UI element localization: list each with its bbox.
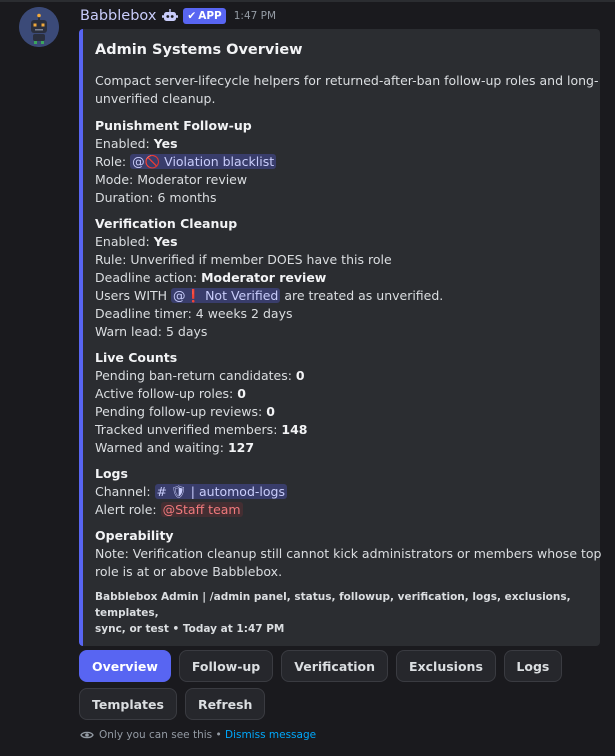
role-mention-staff-team[interactable]: @Staff team <box>162 502 241 517</box>
field-name: Logs <box>95 466 128 481</box>
field-name: Punishment Follow-up <box>95 118 252 133</box>
overview-button[interactable]: Overview <box>79 650 171 682</box>
verification-button[interactable]: Verification <box>281 650 388 682</box>
message-timestamp: 1:47 PM <box>233 10 277 22</box>
count-row: Pending ban-return candidates: 0 <box>95 368 305 383</box>
embed-description: Compact server-lifecycle helpers for returned-after-ban follow-up roles and long- unverified cleanup. <box>95 73 599 106</box>
robot-badge-icon <box>161 7 179 25</box>
field-logs: Logs Channel: # 🛡 | automod-logs Alert role: @Staff team <box>95 465 588 519</box>
count-row: Tracked unverified members: 148 <box>95 422 308 437</box>
field-punishment-followup: Punishment Follow-up Enabled: Yes Role: @🚫 Violation blacklist Mode: Moderator review Duration: 6 months <box>95 117 588 207</box>
checkmark-icon: ✔ <box>187 10 197 22</box>
role-mention-violation-blacklist[interactable]: @🚫 Violation blacklist <box>132 154 275 169</box>
embed-title: Admin Systems Overview <box>95 42 303 58</box>
templates-button[interactable]: Templates <box>79 688 177 720</box>
app-badge: ✔ APP <box>183 8 225 24</box>
eye-icon <box>80 728 94 742</box>
field-operability: Operability Note: Verification cleanup still cannot kick administrators or members whose top role is at or above Babblebox. <box>95 528 602 579</box>
top-divider <box>0 0 615 2</box>
count-row: Warned and waiting: 127 <box>95 440 255 455</box>
field-verification-cleanup: Verification Cleanup Enabled: Yes Rule: Unverified if member DOES have this role Deadline action: Moderator review Users WITH @❗ Not Verified are treated as unverified. Deadline timer: 4 weeks 2 days Warn lead: 5 days <box>95 215 588 341</box>
field-live-counts <box>95 349 588 457</box>
logs-button[interactable]: Logs <box>504 650 562 682</box>
field-name: Live Counts <box>95 350 178 365</box>
author-name[interactable]: Babblebox <box>80 8 157 24</box>
button-row-1 <box>79 650 562 682</box>
message-header <box>80 6 276 26</box>
robot-avatar-icon <box>19 7 59 47</box>
count-row: Active follow-up roles: 0 <box>95 386 246 401</box>
field-name: Operability <box>95 528 174 543</box>
bot-avatar[interactable] <box>19 7 59 47</box>
dismiss-message-link[interactable]: Dismiss message <box>224 729 317 741</box>
field-name: Verification Cleanup <box>95 216 238 231</box>
refresh-button[interactable]: Refresh <box>185 688 266 720</box>
exclusions-button[interactable]: Exclusions <box>396 650 496 682</box>
count-row: Pending follow-up reviews: 0 <box>95 404 275 419</box>
embed-footer: Babblebox Admin | /admin panel, status, followup, verification, logs, exclusions, templates, sync, or test • Today at 1:47 PM <box>95 591 571 635</box>
ephemeral-notice: Only you can see this • Dismiss message <box>80 728 316 742</box>
role-mention-not-verified[interactable]: @❗ Not Verified <box>173 288 279 303</box>
embed-card <box>79 29 600 646</box>
follow-up-button[interactable]: Follow-up <box>179 650 273 682</box>
channel-mention-automod-logs[interactable]: # 🛡 | automod-logs <box>156 484 285 499</box>
button-row-2 <box>79 688 265 720</box>
